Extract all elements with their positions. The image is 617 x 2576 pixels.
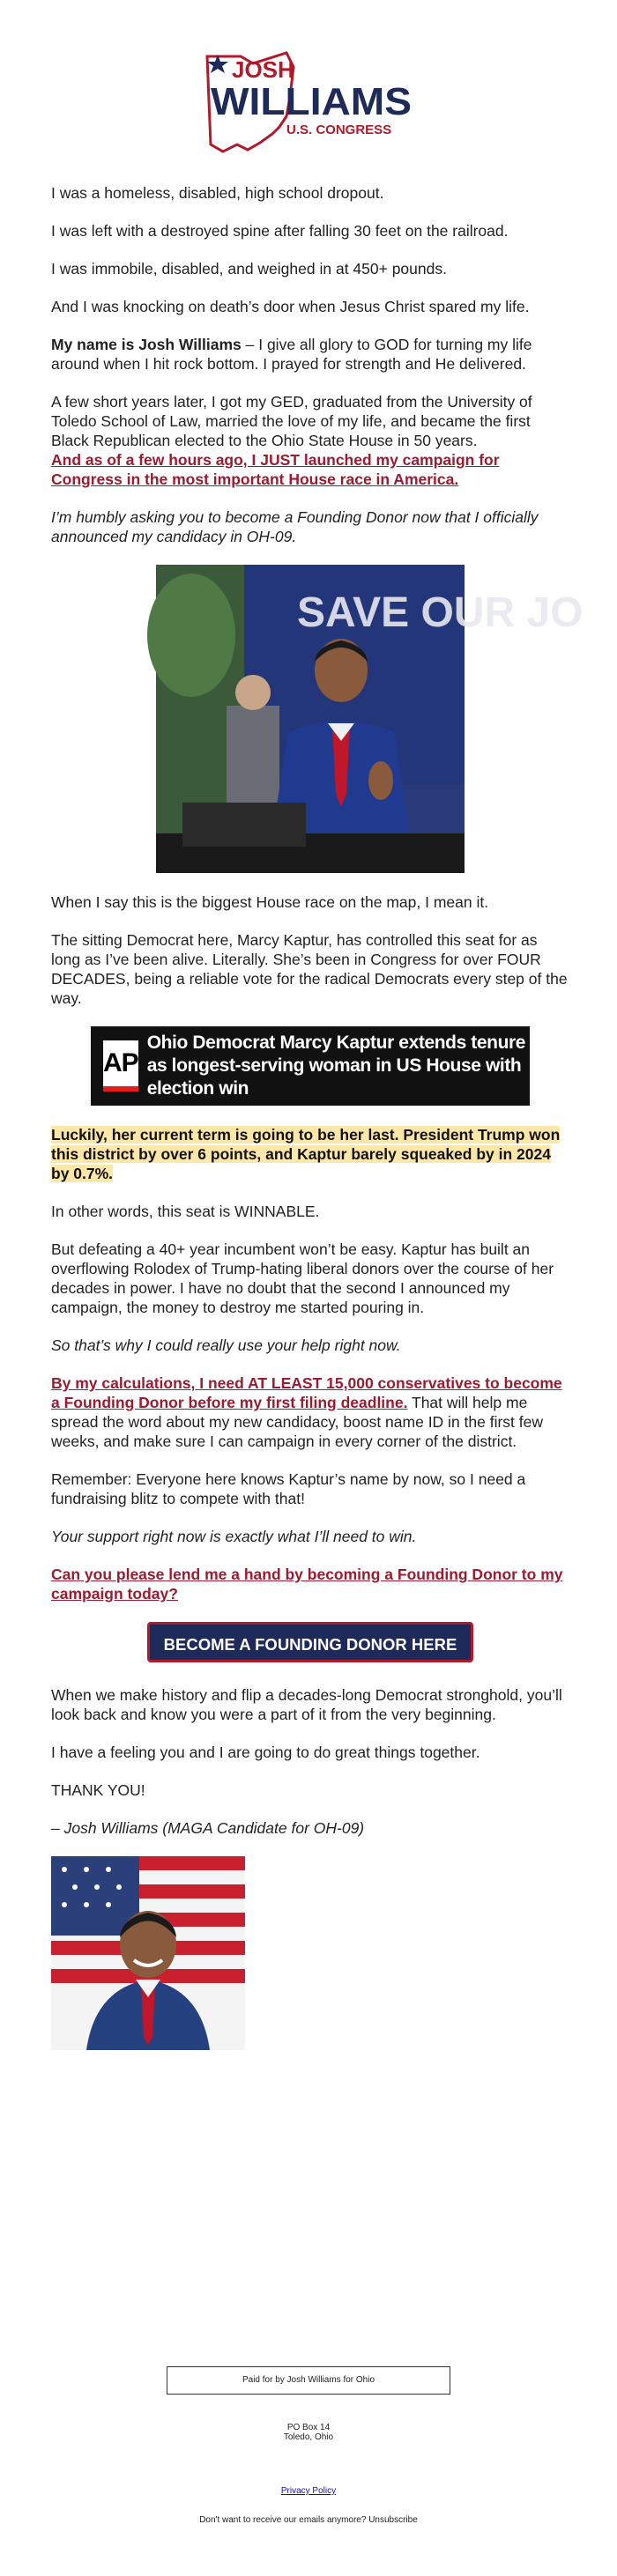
paragraph-5 [51,335,569,374]
paragraph-9: The sitting Democrat here, Marcy Kaptur, has controlled this seat for as long as I’ve been alive. Literally. She’s been in Congress for over FOUR DECADES, being a reliable vote for the radical Democrats every step of the way. [51,931,568,1007]
address-line-2: Toledo, Ohio [283,2432,334,2442]
paragraph-10 [51,1125,569,1183]
ap-headline-banner [91,1026,530,1106]
privacy-wrap [0,2486,617,2496]
become-founding-donor-button[interactable]: BECOME A FOUNDING DONOR HERE [147,1622,473,1662]
paragraph-2: I was left with a destroyed spine after falling 30 feet on the railroad. [51,222,509,240]
paragraph-18: When we make history and flip a decades-long Democrat stronghold, you’ll look back and know you were a part of it from the very beginning. [51,1686,562,1723]
mailing-address [0,2423,617,2442]
paragraph-12: But defeating a 40+ year incumbent won’t be easy. Kaptur has built an overflowing Rolodex of Trump-hating liberal donors over the course of her decades in power. I have no doubt that the second I announced my campaign, the money to destroy me started pouring in. [51,1240,554,1316]
cta-wrap [51,1622,569,1662]
paragraph-14 [51,1373,569,1451]
paragraph-3: I was immobile, disabled, and weighed in at 450+ pounds. [51,260,447,278]
intro-name: My name is Josh Williams [51,336,242,353]
unsubscribe-text[interactable]: Don't want to receive our emails anymore? Unsubscribe [199,2515,418,2525]
campaign-logo [0,46,617,160]
paragraph-11: In other words, this seat is WINNABLE. [51,1203,320,1220]
logo-graphic [198,46,419,160]
logo-first-name: JOSH [232,56,294,83]
paragraph-13: So that’s why I could really use your help right now. [51,1336,401,1354]
paragraph-1: I was a homeless, disabled, high school dropout. [51,184,384,202]
ap-logo-icon: AP [103,1040,138,1092]
paragraph-7: I’m humbly asking you to become a Founding Donor now that I officially announced my candidacy in OH-09. [51,508,539,545]
paragraph-6: A few short years later, I got my GED, graduated from the University of Toledo School of Law, married the love of my life, and became the first Black Republican elected to the Ohio State House in 50 years. [51,393,532,449]
paragraph-6-link-wrap [51,450,569,489]
paragraph-8: When I say this is the biggest House race on the map, I mean it. [51,893,489,911]
candidate-portrait-photo [51,1856,245,2050]
privacy-policy-link[interactable]: Privacy Policy [280,2486,337,2496]
email-body [51,183,584,2050]
paragraph-16: Your support right now is exactly what I’ll need to win. [51,1528,417,1545]
paragraph-4: And I was knocking on death’s door when Jesus Christ spared my life. [51,298,530,315]
campaign-launch-link[interactable]: And as of a few hours ago, I JUST launched my campaign for Congress in the most important House race in America. [51,451,500,488]
highlighted-text: Luckily, her current term is going to be her last. President Trump won this district by over 6 points, and Kaptur barely squeaked by in 2024 by 0.7%. [51,1126,561,1182]
logo-subtitle: U.S. CONGRESS [286,122,392,137]
paragraph-14-rest: That will help me spread the word about my new candidacy, boost name ID in the first few weeks, and make sure I can campaign in every corner of the district. [51,1394,544,1450]
email-footer [0,2366,617,2525]
paragraph-20: THANK YOU! [51,1781,145,1799]
founding-donor-goal-link[interactable]: By my calculations, I need AT LEAST 15,000 conservatives to become a Founding Donor before my first filing deadline. [51,1374,562,1411]
paragraph-17 [51,1565,569,1603]
signature-line: – Josh Williams (MAGA Candidate for OH-09) [51,1819,365,1837]
ap-headline-text: Ohio Democrat Marcy Kaptur extends tenure as longest-serving woman in US House with election win [146,1033,526,1099]
logo-last-name: WILLIAMS [211,80,412,123]
photo-sign-text: SAVE OUR JO [297,589,584,636]
paid-for-disclaimer: Paid for by Josh Williams for Ohio [167,2366,450,2395]
address-line-1: PO Box 14 [286,2423,331,2432]
candidate-speaking-photo [156,565,584,873]
paragraph-15: Remember: Everyone here knows Kaptur’s name by now, so I need a fundraising blitz to compete with that! [51,1470,526,1507]
intro-rest: – I give all glory to GOD for turning my life around when I hit rock bottom. I prayed for strength and He delivered. [51,336,532,373]
paragraph-19: I have a feeling you and I are going to do great things together. [51,1743,480,1761]
founding-donor-ask-link[interactable]: Can you please lend me a hand by becoming a Founding Donor to my campaign today? [51,1566,563,1603]
